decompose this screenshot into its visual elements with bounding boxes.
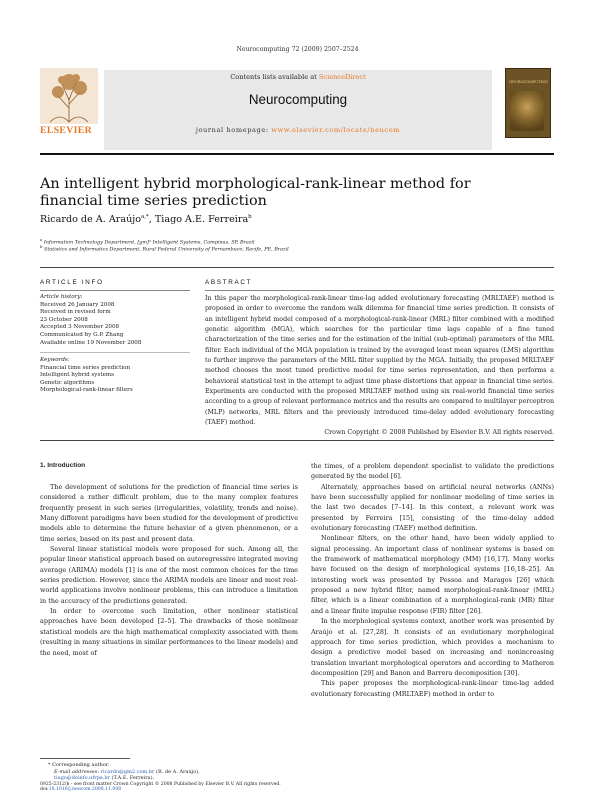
author-affil-mark: a,* (141, 214, 149, 220)
paragraph: In the morphological systems context, another work was presented by Araújo et al. [27,28]. It consists of an evolutionary morphological approach for time series prediction, which provides a mechanism to design a predictive model based on increasing and nonincreasing translation invariant morphological operators and according to Matheron decomposition [29] and Banon and Barrera decomposition [30]. (311, 617, 554, 677)
front-matter-note (40, 782, 440, 792)
cover-title: NEUROCOMPUTING (509, 80, 549, 84)
keyword-item: Morphological-rank-linear filters (40, 387, 133, 394)
affiliation-text: Information Technology Department, [gm]² Intelligent Systems, Campinas, SP, Brazil (42, 239, 255, 246)
email-owner: (R. de A. Araújo), (154, 769, 200, 775)
contents-availability (104, 73, 492, 81)
journal-name: Neurocomputing (248, 92, 348, 107)
keyword-item: Intelligent hybrid systems (40, 372, 115, 379)
author-list (40, 214, 252, 225)
paragraph: This paper proposes the morphological-rank-linear time-lag added evolutionary forecasting (MRLTAEF) method in order to (311, 679, 554, 698)
abstract-rule (205, 290, 554, 291)
author-affil-mark: b (248, 214, 252, 220)
intro-left-column (40, 482, 298, 658)
article-history (40, 294, 190, 347)
paragraph: Alternately, approaches based on artificial neural networks (ANNs) have been successfully applied for nonlinear modeling of time series in the last two decades [7–14]. In this context, a relevant work was presented by Ferreira [15], consisting of the time-delay added evolutionary forecasting (TAEF) method definition. (311, 482, 554, 533)
paragraph: The development of solutions for the prediction of financial time series is considered a rather difficult problem, due to the many complex features frequently present in such series (irregularities, volatility, trends and noise). Many different paradigms have been studied for the development of predictive models able to determine the future behavior of a given phenomenon, or a time series, based on its past and present data. (40, 483, 299, 543)
email-footnote (40, 769, 312, 782)
abstract-copyright: Crown Copyright © 2008 Published by Elsevier B.V. All rights reserved. (324, 429, 554, 437)
homepage-prefix: journal homepage: (195, 126, 272, 134)
abstract-bottom-divider (40, 440, 554, 441)
affiliation-mark: a (40, 237, 43, 242)
journal-banner (104, 70, 492, 150)
email-owner: (T.A.E. Ferreira). (109, 775, 155, 782)
article-info-rule (40, 290, 190, 291)
article-info-heading: ARTICLE INFO (40, 279, 104, 286)
footnote-rule (40, 758, 130, 759)
article-title (40, 176, 500, 210)
keywords (40, 357, 190, 395)
history-item: Communicated by G.P. Zhang (40, 331, 124, 338)
info-separator (40, 352, 190, 353)
publisher-wordmark: ELSEVIER (40, 125, 92, 136)
keyword-item: Financial time series prediction (40, 364, 131, 371)
section-heading-introduction: 1. Introduction (40, 462, 86, 469)
section-divider (40, 267, 554, 268)
email-link[interactable]: ricardo@gm2.com.br (100, 769, 155, 775)
paragraph: Several linear statistical models were proposed for such. Among all, the popular linear statistical approach based on autoregressive integrated moving average (ARIMA) models [1] is one of the most common choices for the time series prediction. However, since the ARIMA models are linear and most real-world applications involve nonlinear problems, this can introduce a limitation in the accuracy of the predictions generated. (40, 545, 298, 605)
history-item: Received in revised form (40, 309, 111, 316)
doi-label: doi: (40, 787, 49, 792)
contents-prefix: Contents lists available at (230, 73, 319, 81)
journal-reference: Neurocomputing 72 (2009) 2507–2524 (236, 46, 359, 53)
paragraph: Nonlinear filters, on the other hand, have been widely applied to signal processing. An important class of nonlinear systems is based on the framework of mathematical morphology (MM) [16,17]. Many works have focused on the design of morphological systems [16,18–25]. An interesting work was presented by Pessoa and Maragos [26] which proposed a new hybrid filter, named morphological-rank-linear (MRL) filter, which is a linear combination of a morphological-rank (MR) filter and a linear finite impulse response (FIR) filter [26]. (311, 534, 554, 615)
author-name: Ricardo de A. Araújo (40, 214, 141, 226)
journal-homepage (104, 126, 492, 134)
title-line-1: An intelligent hybrid morphological-rank-linear method for (40, 176, 471, 192)
doi-line[interactable] (40, 787, 440, 792)
abstract-body (205, 294, 554, 439)
keyword-item: Genetic algorithms (40, 379, 95, 386)
affiliation-mark: b (40, 244, 43, 249)
keywords-label: Keywords: (40, 357, 70, 363)
email-link[interactable]: tiago@deinfo.ufrpe.br (54, 775, 110, 782)
history-item: Accepted 3 November 2008 (40, 324, 120, 331)
header-divider (40, 153, 554, 155)
history-label: Article history: (40, 294, 83, 300)
homepage-link[interactable]: www.elsevier.com/locate/neucom (271, 126, 401, 134)
abstract-heading: ABSTRACT (205, 279, 253, 286)
paragraph: In order to overcome such limitation, other nonlinear statistical approaches have been developed [2–5]. The drawbacks of those nonlinear statistical models are the high mathematical complexity associated with them (resulting in many situations in similar performances to the linear models) and the need, most of (40, 607, 298, 657)
author-separator: , (148, 214, 155, 226)
email-label: E-mail addresses: (54, 769, 101, 775)
intro-right-column (311, 461, 554, 699)
cover-artwork (510, 91, 544, 131)
journal-cover-image (505, 68, 551, 138)
author-name: Tiago A.E. Ferreira (154, 214, 249, 226)
affiliation-text: Statistics and Informatics Department, Rural Federal University of Pernambuco, Recife, PE, Brazil (42, 246, 289, 253)
sciencedirect-link[interactable]: ScienceDirect (318, 73, 366, 81)
history-item: Available online 19 November 2008 (40, 339, 142, 346)
affiliation-b (40, 244, 289, 253)
history-item: 23 October 2008 (40, 316, 88, 323)
title-line-2: financial time series prediction (40, 193, 267, 209)
corresponding-author-note: * Corresponding author. (48, 762, 110, 768)
paragraph: the times, of a problem dependent specialist to validate the predictions generated by the model [6]. (311, 462, 554, 481)
issn-line: 0925-2312/$ - see front matter Crown Copyright © 2008 Published by Elsevier B.V. All rights reserved. (40, 782, 281, 787)
history-item: Received 26 January 2008 (40, 301, 115, 308)
doi-link[interactable]: 10.1016/j.neucom.2008.11.008 (48, 787, 122, 792)
abstract-text: In this paper the morphological-rank-linear time-lag added evolutionary forecasting (MRLTAEF) method is proposed in order to overcome the random walk dilemma for financial time series prediction. It consists of an intelligent hybrid model composed of a morphological-rank-linear (MRL) filter combined with a modified genetic algorithm (MGA), which searches for the particular time lags capable of a fine tuned characterization of the time series and for the estimation of the initial (sub-optimal) parameters of the MRL filter. Each individual of the MGA population is trained by the averaged least mean squares (LMS) algorithm to further improve the parameters of the MRL filter supplied by the MGA. Initially, the proposed MRLTAEF method chooses the most tuned predictive model for time series representation, and then performs a behavioral statistical test in the attempt to adjust time phase distortions that appear in financial time series. Experiments are conducted with the proposed MRLTAEF method using six real-world financial time series according to a group of relevant performance metrics and the results are compared to multilayer perceptron (MLP) networks, MRL filters and the previously introduced time-delay added evolutionary forecasting (TAEF) method. (205, 295, 554, 427)
